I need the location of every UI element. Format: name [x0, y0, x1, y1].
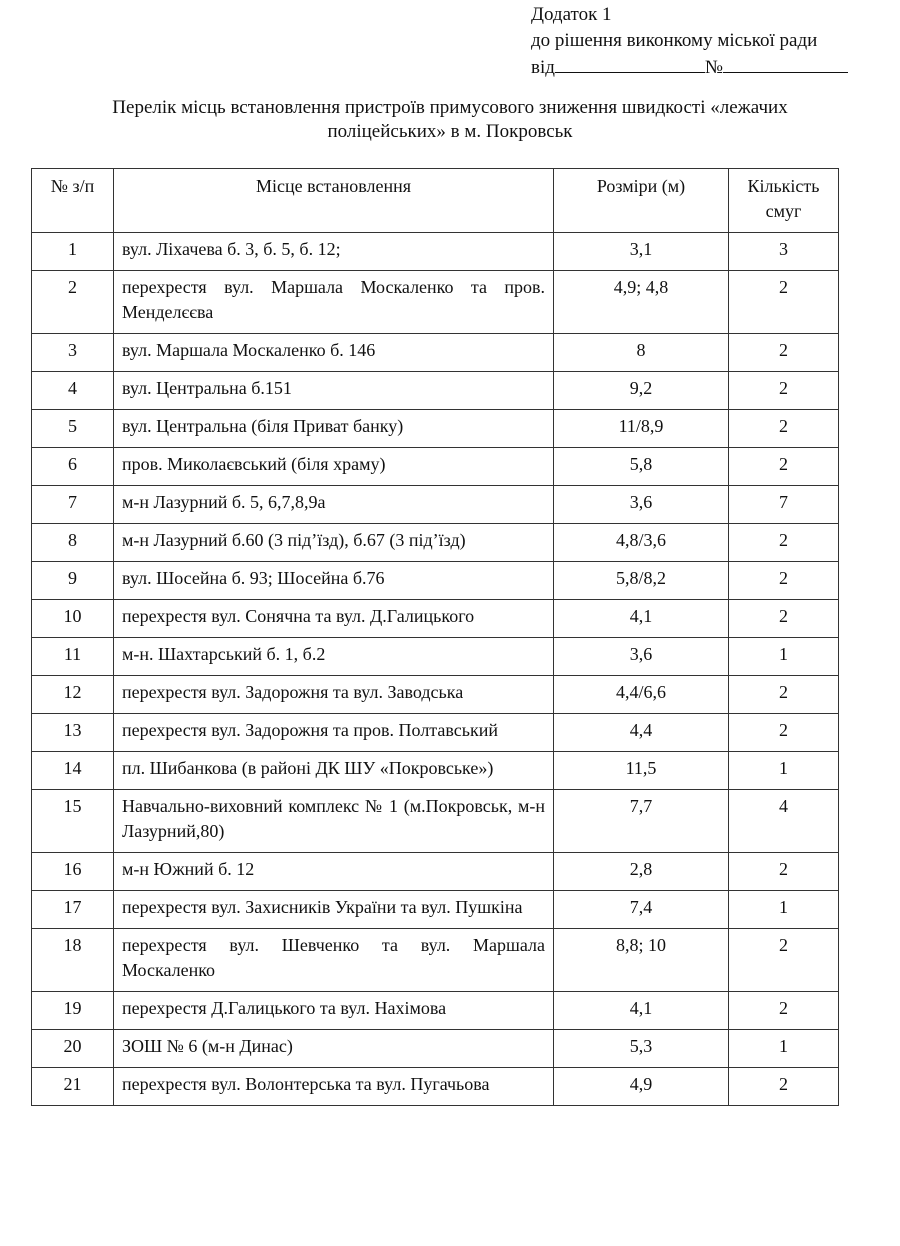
- row-number: 14: [32, 752, 114, 790]
- row-size: 4,1: [554, 992, 729, 1030]
- row-size: 4,9; 4,8: [554, 271, 729, 334]
- table-row: [32, 448, 839, 486]
- table-row: [32, 676, 839, 714]
- header-num: № з/п: [32, 169, 114, 233]
- table-row: [32, 929, 839, 992]
- row-size: 5,8: [554, 448, 729, 486]
- row-place: перехрестя вул. Задорожня та пров. Полтавський: [114, 714, 554, 752]
- row-size: 8,8; 10: [554, 929, 729, 992]
- table-row: [32, 752, 839, 790]
- row-number: 12: [32, 676, 114, 714]
- speed-bumps-table: [31, 168, 839, 1106]
- row-place: м-н Южний б. 12: [114, 853, 554, 891]
- row-lanes: 2: [729, 929, 839, 992]
- row-lanes: 1: [729, 752, 839, 790]
- table-row: [32, 853, 839, 891]
- row-lanes: 2: [729, 714, 839, 752]
- row-place: вул. Центральна б.151: [114, 372, 554, 410]
- row-lanes: 7: [729, 486, 839, 524]
- row-place: вул. Ліхачева б. 3, б. 5, б. 12;: [114, 233, 554, 271]
- row-number: 8: [32, 524, 114, 562]
- row-place: ЗОШ № 6 (м-н Динас): [114, 1030, 554, 1068]
- row-lanes: 4: [729, 790, 839, 853]
- row-number: 3: [32, 334, 114, 372]
- table-row: [32, 1030, 839, 1068]
- row-number: 19: [32, 992, 114, 1030]
- header-place: Місце встановлення: [114, 169, 554, 233]
- table-row: [32, 486, 839, 524]
- table-header-row: [32, 169, 839, 233]
- row-number: 16: [32, 853, 114, 891]
- table-row: [32, 372, 839, 410]
- table-row: [32, 891, 839, 929]
- row-place: перехрестя вул. Шевченко та вул. Маршала Москаленко: [114, 929, 554, 992]
- number-label: №: [704, 57, 724, 78]
- annex-subtitle: до рішення виконкому міської ради: [531, 30, 818, 51]
- row-place: вул. Маршала Москаленко б. 146: [114, 334, 554, 372]
- row-number: 18: [32, 929, 114, 992]
- row-size: 11,5: [554, 752, 729, 790]
- row-lanes: 1: [729, 638, 839, 676]
- table-row: [32, 233, 839, 271]
- row-number: 21: [32, 1068, 114, 1106]
- row-lanes: 2: [729, 1068, 839, 1106]
- row-lanes: 2: [729, 992, 839, 1030]
- row-number: 7: [32, 486, 114, 524]
- row-lanes: 2: [729, 271, 839, 334]
- row-place: перехрестя Д.Галицького та вул. Нахімова: [114, 992, 554, 1030]
- row-size: 3,1: [554, 233, 729, 271]
- row-size: 3,6: [554, 638, 729, 676]
- row-size: 9,2: [554, 372, 729, 410]
- row-place: перехрестя вул. Сонячна та вул. Д.Галицького: [114, 600, 554, 638]
- date-blank: [555, 54, 705, 73]
- annex-block: [531, 2, 848, 81]
- table-row: [32, 714, 839, 752]
- row-number: 11: [32, 638, 114, 676]
- row-size: 4,1: [554, 600, 729, 638]
- row-size: 5,8/8,2: [554, 562, 729, 600]
- table-row: [32, 271, 839, 334]
- row-place: м-н Лазурний б. 5, 6,7,8,9а: [114, 486, 554, 524]
- row-number: 13: [32, 714, 114, 752]
- table-body: [32, 233, 839, 1106]
- row-size: 7,4: [554, 891, 729, 929]
- table-row: [32, 410, 839, 448]
- table-row: [32, 992, 839, 1030]
- row-size: 8: [554, 334, 729, 372]
- table-row: [32, 562, 839, 600]
- row-place: перехрестя вул. Задорожня та вул. Заводська: [114, 676, 554, 714]
- row-size: 7,7: [554, 790, 729, 853]
- row-place: пл. Шибанкова (в районі ДК ШУ «Покровське»): [114, 752, 554, 790]
- row-size: 4,4: [554, 714, 729, 752]
- annex-date-number-line: [531, 54, 848, 81]
- row-size: 4,8/3,6: [554, 524, 729, 562]
- row-place: вул. Шосейна б. 93; Шосейна б.76: [114, 562, 554, 600]
- row-place: вул. Центральна (біля Приват банку): [114, 410, 554, 448]
- row-place: перехрестя вул. Волонтерська та вул. Пугачьова: [114, 1068, 554, 1106]
- row-size: 3,6: [554, 486, 729, 524]
- row-number: 9: [32, 562, 114, 600]
- row-place: перехрестя вул. Маршала Москаленко та пров. Менделєєва: [114, 271, 554, 334]
- number-blank: [723, 54, 848, 73]
- row-place: Навчально-виховний комплекс № 1 (м.Покровськ, м-н Лазурний,80): [114, 790, 554, 853]
- row-lanes: 2: [729, 676, 839, 714]
- table-row: [32, 524, 839, 562]
- row-size: 4,9: [554, 1068, 729, 1106]
- table-row: [32, 638, 839, 676]
- row-number: 1: [32, 233, 114, 271]
- row-number: 15: [32, 790, 114, 853]
- date-label: від: [531, 57, 555, 78]
- row-lanes: 2: [729, 524, 839, 562]
- row-number: 20: [32, 1030, 114, 1068]
- table-row: [32, 334, 839, 372]
- row-number: 6: [32, 448, 114, 486]
- row-lanes: 1: [729, 1030, 839, 1068]
- row-place: м-н. Шахтарський б. 1, б.2: [114, 638, 554, 676]
- row-size: 4,4/6,6: [554, 676, 729, 714]
- row-lanes: 2: [729, 562, 839, 600]
- row-lanes: 2: [729, 334, 839, 372]
- annex-title: Додаток 1: [531, 4, 612, 25]
- row-lanes: 2: [729, 600, 839, 638]
- row-size: 2,8: [554, 853, 729, 891]
- row-place: пров. Миколаєвський (біля храму): [114, 448, 554, 486]
- row-number: 10: [32, 600, 114, 638]
- row-place: м-н Лазурний б.60 (3 під’їзд), б.67 (3 під’їзд): [114, 524, 554, 562]
- row-number: 17: [32, 891, 114, 929]
- row-number: 2: [32, 271, 114, 334]
- row-place: перехрестя вул. Захисників України та вул. Пушкіна: [114, 891, 554, 929]
- table-row: [32, 600, 839, 638]
- header-lanes: Кількість смуг: [729, 169, 839, 233]
- row-size: 5,3: [554, 1030, 729, 1068]
- document-title: Перелік місць встановлення пристроїв примусового зниження швидкості «лежачих поліцейських» в м. Покровськ: [112, 97, 788, 142]
- row-number: 5: [32, 410, 114, 448]
- row-number: 4: [32, 372, 114, 410]
- row-lanes: 2: [729, 372, 839, 410]
- row-size: 11/8,9: [554, 410, 729, 448]
- table-row: [32, 790, 839, 853]
- row-lanes: 2: [729, 410, 839, 448]
- row-lanes: 3: [729, 233, 839, 271]
- row-lanes: 2: [729, 448, 839, 486]
- table-row: [32, 1068, 839, 1106]
- row-lanes: 2: [729, 853, 839, 891]
- row-lanes: 1: [729, 891, 839, 929]
- header-size: Розміри (м): [554, 169, 729, 233]
